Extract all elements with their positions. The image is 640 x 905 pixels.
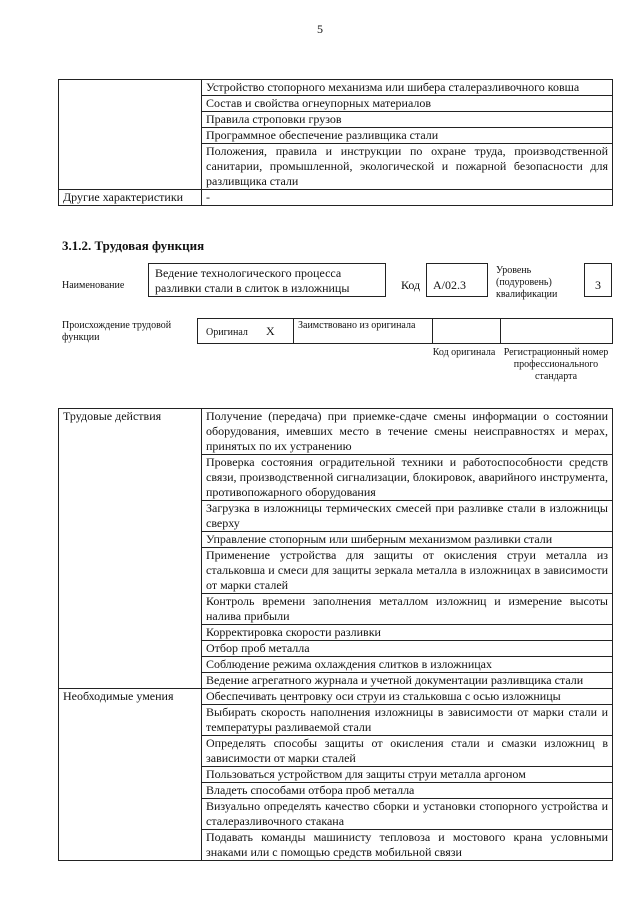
skill-row: Определять способы защиты от окисления стали и смазки изложниц в зависимости от марки сталей <box>202 736 613 767</box>
skill-row: Владеть способами отбора проб металла <box>202 783 613 799</box>
skills-label: Необходимые умения <box>59 689 202 861</box>
labor-action-row: Корректировка скорости разливки <box>202 625 613 641</box>
knowledge-row: Состав и свойства огнеупорных материалов <box>202 96 613 112</box>
skill-row: Обеспечивать центровку оси струи из стальковша с осью изложницы <box>202 689 613 705</box>
name-label: Наименование <box>62 280 125 291</box>
origin-row <box>197 318 613 344</box>
divider <box>500 319 501 343</box>
original-label: Оригинал <box>206 327 248 338</box>
skill-row: Выбирать скорость наполнения изложницы в зависимости от марки стали и температуры разливаемой стали <box>202 705 613 736</box>
skill-row: Подавать команды машинисту тепловоза и мостового крана условными знаками или с помощью средств мобильной связи <box>202 830 613 861</box>
skill-row: Пользоваться устройством для защиты струи металла аргоном <box>202 767 613 783</box>
knowledge-row: Правила строповки грузов <box>202 112 613 128</box>
labor-action-row: Получение (передача) при приемке-сдаче смены информации о состоянии оборудования, имевших место в течение смены неисправностях и мерах, принятых по их устранению <box>202 409 613 455</box>
function-details-table <box>58 408 613 861</box>
knowledge-label-cell <box>59 80 202 190</box>
knowledge-table <box>58 79 613 206</box>
divider <box>432 319 433 343</box>
other-characteristics-label: Другие характеристики <box>59 190 202 206</box>
labor-action-row: Управление стопорным или шиберным механизмом разливки стали <box>202 532 613 548</box>
knowledge-row: Устройство стопорного механизма или шибера сталеразливочного ковша <box>202 80 613 96</box>
labor-action-row: Контроль времени заполнения металлом изложниц и измерение высоты налива прибыли <box>202 594 613 625</box>
other-characteristics-value: - <box>202 190 613 206</box>
function-code: A/02.3 <box>426 263 488 297</box>
code-original-caption: Код оригинала <box>432 347 496 358</box>
section-title: 3.1.2. Трудовая функция <box>62 238 205 253</box>
labor-actions-label: Трудовые действия <box>59 409 202 689</box>
knowledge-row: Программное обеспечение разливщика стали <box>202 128 613 144</box>
origin-label: Происхождение трудовой функции <box>62 320 172 343</box>
labor-action-row: Проверка состояния оградительной техники и работоспособности средств связи, производственной сигнализации, блокировок, аварийного инструмента, противопожарного оборудования <box>202 455 613 501</box>
page-number: 5 <box>317 22 323 36</box>
skill-row: Визуально определять качество сборки и установки стопорного устройства и сталеразливочного стакана <box>202 799 613 830</box>
reg-number-caption: Регистрационный номер профессионального стандарта <box>503 347 609 382</box>
original-mark: X <box>266 324 275 338</box>
level-label: Уровень (подуровень) квалификации <box>496 265 558 300</box>
divider <box>293 319 294 343</box>
labor-action-row: Ведение агрегатного журнала и учетной документации разливщика стали <box>202 673 613 689</box>
labor-action-row: Отбор проб металла <box>202 641 613 657</box>
labor-action-row: Соблюдение режима охлаждения слитков в изложницах <box>202 657 613 673</box>
labor-action-row: Применение устройства для защиты от окисления струи металла из стальковша и смеси для защиты зеркала металла в изложницах в зависимости от марки сталей <box>202 548 613 594</box>
function-name: Ведение технологического процесса разливки стали в слиток в изложницы <box>148 263 386 297</box>
level-value: 3 <box>584 263 612 297</box>
code-label: Код <box>401 278 421 292</box>
knowledge-row: Положения, правила и инструкции по охране труда, производственной санитарии, промышленной, экологической и пожарной безопасности для разливщика стали <box>202 144 613 190</box>
borrowed-label: Заимствовано из оригинала <box>298 320 416 331</box>
labor-action-row: Загрузка в изложницы термических смесей при разливке стали в изложницы сверху <box>202 501 613 532</box>
